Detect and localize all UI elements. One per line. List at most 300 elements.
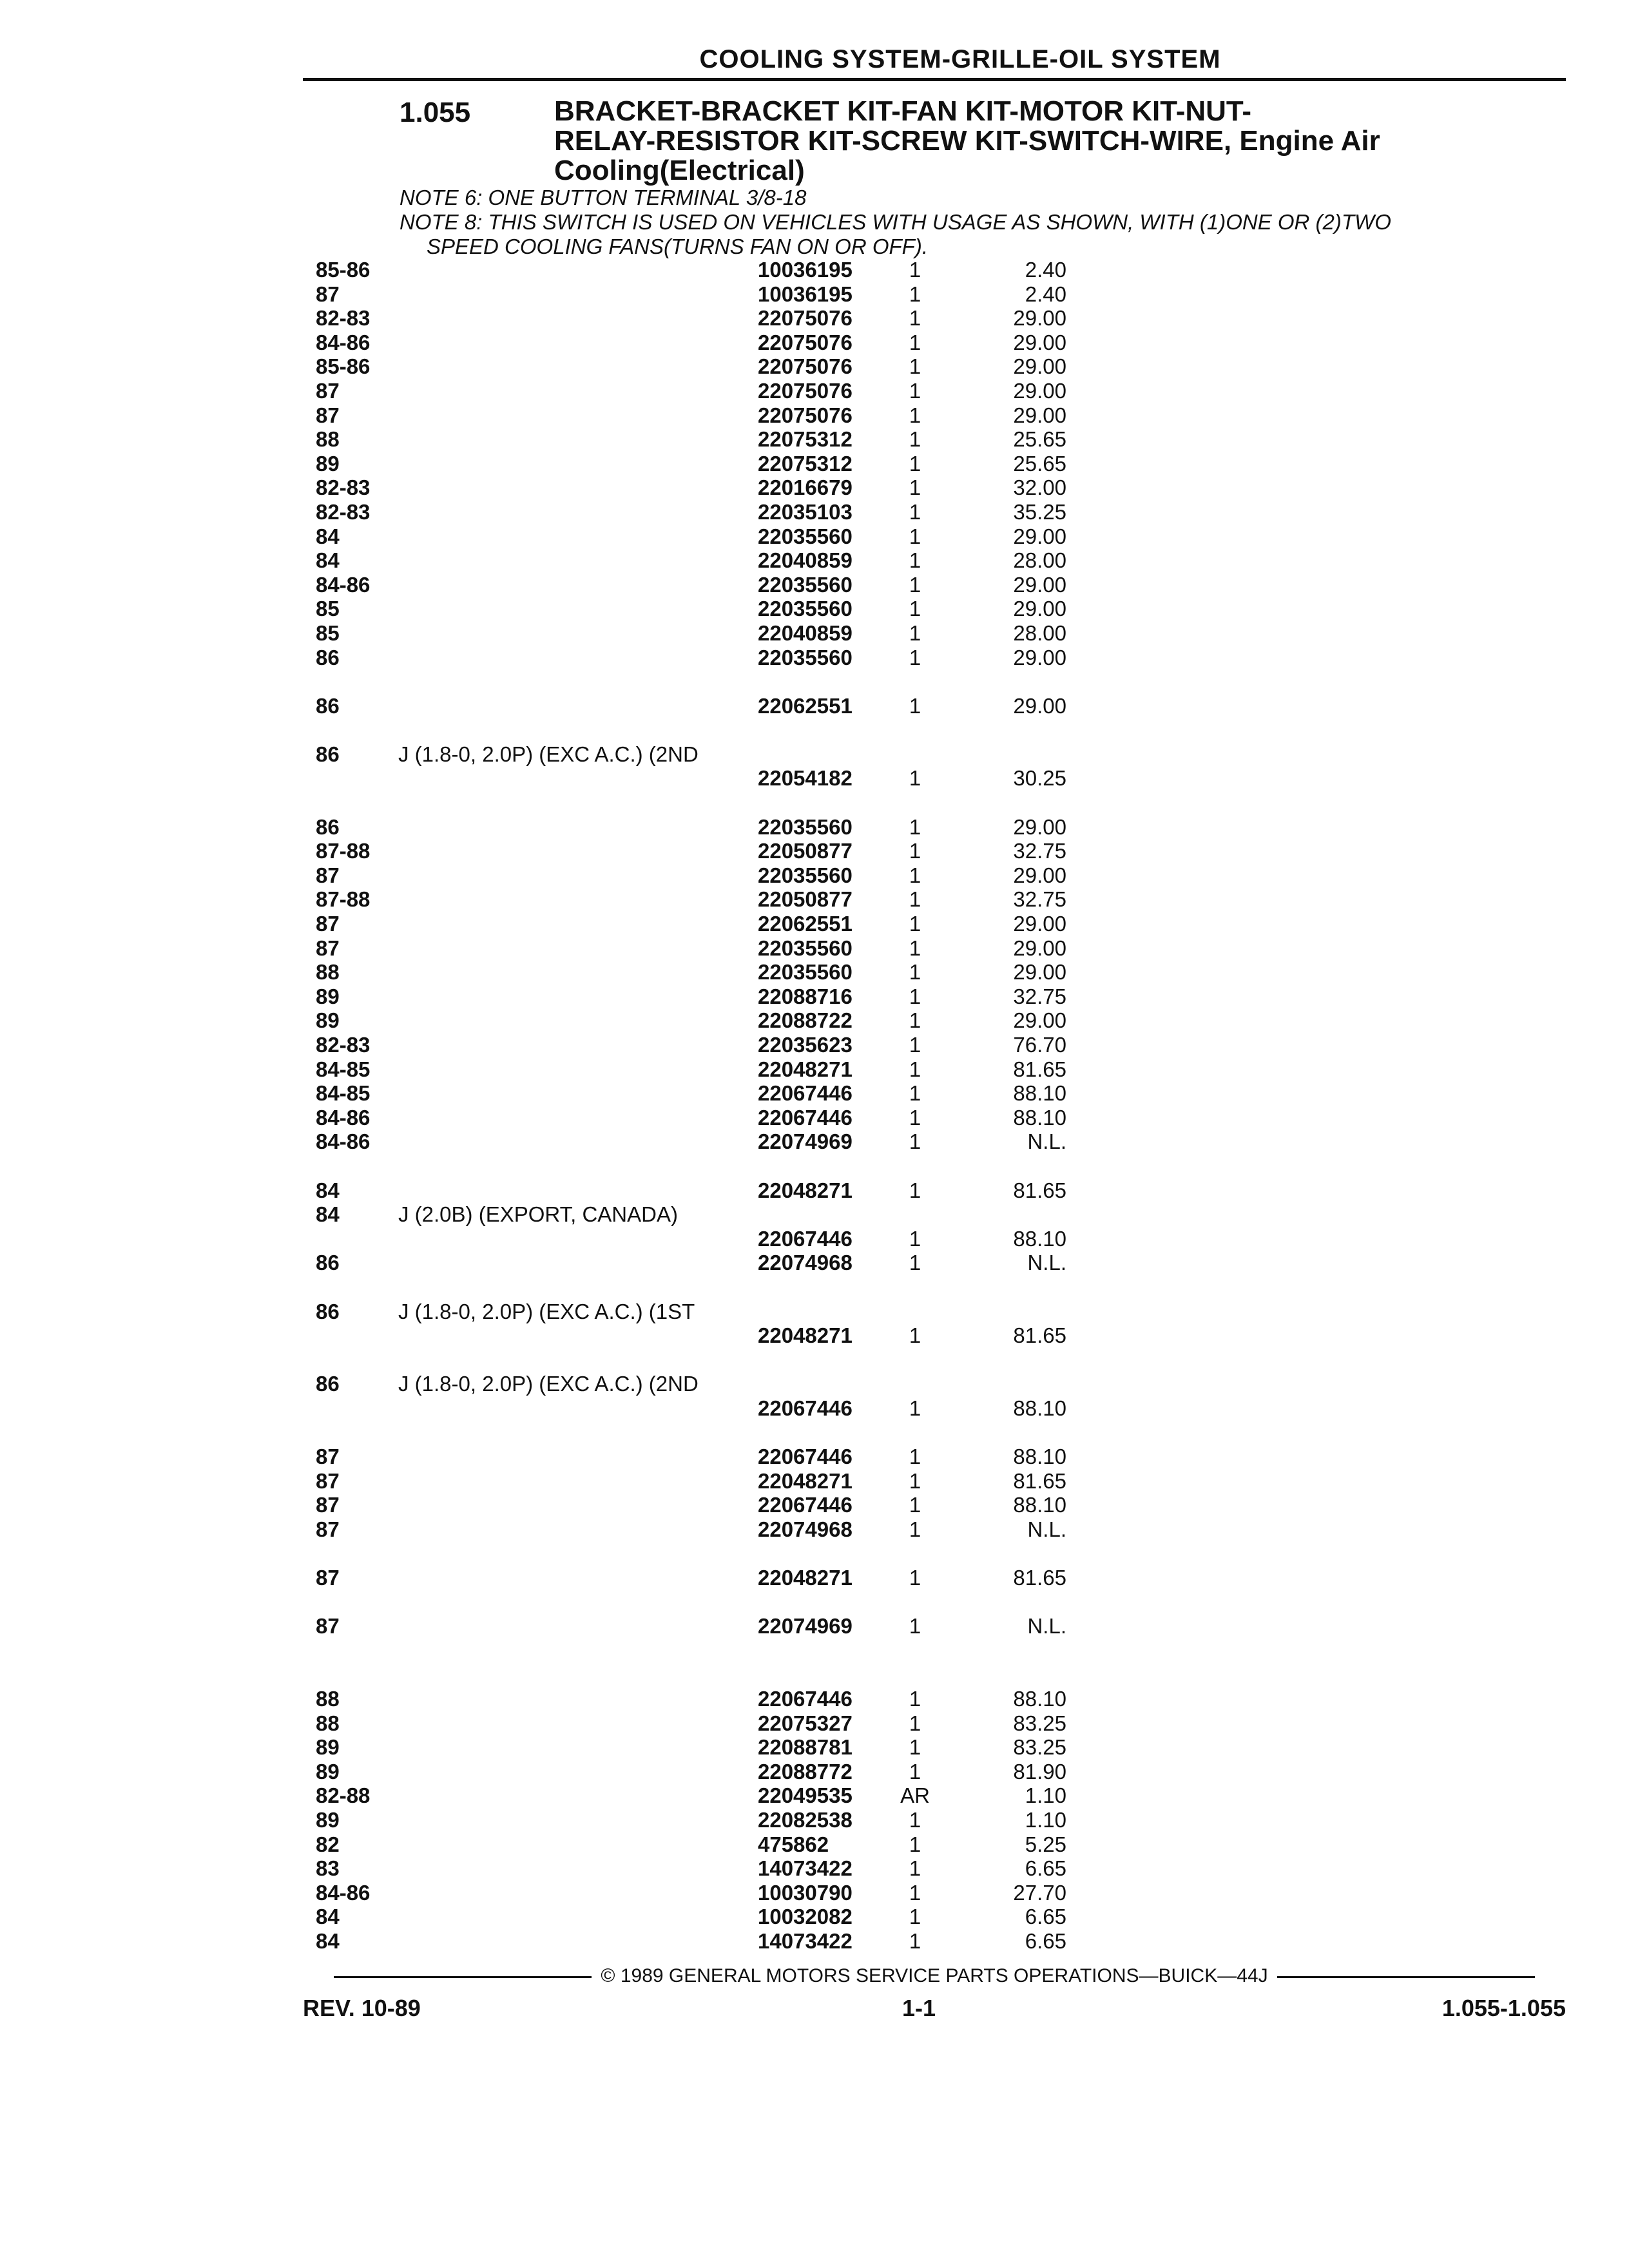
desc-continuation: [316, 1590, 1572, 1615]
price: 29.00: [1013, 354, 1066, 379]
year-range: 82-83: [316, 476, 371, 500]
year-range: 84: [316, 524, 340, 548]
quantity: 1: [909, 1057, 921, 1081]
table-row: [316, 403, 1572, 428]
part-number: 14073422: [758, 1928, 853, 1953]
quantity: 1: [909, 693, 921, 718]
table-row: [316, 331, 1572, 355]
part-number: 22050877: [758, 839, 853, 863]
year-range: 87: [316, 912, 340, 936]
table-row: [316, 960, 1572, 985]
price: 6.65: [1025, 1928, 1066, 1953]
parts-list: [316, 258, 1572, 1954]
note-8-cont: SPEED COOLING FANS(TURNS FAN ON OR OFF).: [427, 235, 928, 258]
part-number: 22075312: [758, 427, 853, 452]
table-row: [316, 1832, 1572, 1857]
quantity: 1: [909, 960, 921, 985]
year-range: 85-86: [316, 258, 371, 282]
year-range: 82: [316, 1832, 340, 1856]
copyright-text: © 1989 GENERAL MOTORS SERVICE PARTS OPERATIONS—BUICK—44J: [601, 1965, 1268, 1986]
quantity: 1: [909, 597, 921, 621]
footer-copyright: [303, 1965, 1566, 1987]
table-row: [316, 548, 1572, 573]
year-range: 86: [316, 814, 340, 839]
part-number: 22067446: [758, 1687, 853, 1711]
table-row: [316, 1178, 1572, 1203]
table-row: [316, 1469, 1572, 1494]
desc-continuation: [316, 1348, 1572, 1372]
year-range: 87-88: [316, 839, 371, 863]
year-range: 87: [316, 1468, 340, 1493]
year-range: 88: [316, 427, 340, 452]
table-row: [316, 1396, 1572, 1421]
year-range: 82-83: [316, 499, 371, 524]
part-number: 22075076: [758, 330, 853, 354]
page-header: [303, 45, 1566, 81]
desc-continuation: [316, 718, 1572, 742]
part-number: 475862: [758, 1832, 829, 1856]
table-row-header: [316, 1300, 1572, 1324]
table-row: [316, 1566, 1572, 1590]
price: 6.65: [1025, 1905, 1066, 1929]
table-row: [316, 1033, 1572, 1057]
year-range: 89: [316, 1759, 340, 1783]
price: 88.10: [1013, 1226, 1066, 1251]
quantity: 1: [909, 1445, 921, 1469]
price: 29.00: [1013, 597, 1066, 621]
price: 1.10: [1025, 1808, 1066, 1832]
year-range: 86: [316, 1251, 340, 1275]
table-row: [316, 379, 1572, 403]
table-row: [316, 1227, 1572, 1251]
price: 2.40: [1025, 282, 1066, 306]
part-number: 10036195: [758, 258, 853, 282]
part-number: 22035560: [758, 524, 853, 548]
year-range: 84-86: [316, 330, 371, 354]
price: 88.10: [1013, 1396, 1066, 1420]
quantity: 1: [909, 1129, 921, 1154]
price: 88.10: [1013, 1105, 1066, 1129]
year-range: 87: [316, 1566, 340, 1590]
quantity: 1: [909, 282, 921, 306]
quantity: 1: [909, 524, 921, 548]
part-number: 10036195: [758, 282, 853, 306]
part-number: 22050877: [758, 887, 853, 912]
desc-continuation: [316, 1154, 1572, 1178]
header-rule: [303, 78, 1566, 81]
part-number: 22088716: [758, 984, 853, 1008]
part-number: 22067446: [758, 1081, 853, 1106]
desc-continuation: [316, 1275, 1572, 1300]
price: 81.65: [1013, 1566, 1066, 1590]
quantity: 1: [909, 499, 921, 524]
application: J (1.8-0, 2.0P) (EXC A.C.) (1ST: [398, 1299, 695, 1323]
part-number: 22035560: [758, 814, 853, 839]
price: 6.65: [1025, 1856, 1066, 1881]
part-number: 22067446: [758, 1105, 853, 1129]
year-range: 84: [316, 1178, 340, 1202]
part-number: 22035560: [758, 645, 853, 669]
table-row: [316, 258, 1572, 282]
price: N.L.: [1027, 1251, 1066, 1275]
quantity: 1: [909, 645, 921, 669]
quantity: 1: [909, 1081, 921, 1106]
part-number: 22040859: [758, 620, 853, 645]
desc-continuation: [316, 1421, 1572, 1445]
table-row-header: [316, 1202, 1572, 1227]
desc-continuation: [316, 669, 1572, 694]
quantity: 1: [909, 548, 921, 573]
year-range: 87: [316, 1517, 340, 1541]
price: 28.00: [1013, 620, 1066, 645]
table-row: [316, 887, 1572, 912]
price: 29.00: [1013, 378, 1066, 403]
part-number: 22082538: [758, 1808, 853, 1832]
table-row: [316, 815, 1572, 840]
part-number: 22048271: [758, 1178, 853, 1202]
part-number: 10032082: [758, 1905, 853, 1929]
price: N.L.: [1027, 1614, 1066, 1639]
year-range: 84-85: [316, 1081, 371, 1106]
quantity: 1: [909, 766, 921, 791]
table-row: [316, 1106, 1572, 1130]
quantity: 1: [909, 451, 921, 476]
price: 29.00: [1013, 645, 1066, 669]
price: 29.00: [1013, 912, 1066, 936]
part-number: 22075076: [758, 354, 853, 379]
desc-continuation: [316, 791, 1572, 815]
part-number: 22074968: [758, 1251, 853, 1275]
table-row: [316, 1057, 1572, 1082]
table-row: [316, 452, 1572, 476]
price: 32.75: [1013, 984, 1066, 1008]
table-row: [316, 1445, 1572, 1469]
price: 83.25: [1013, 1711, 1066, 1735]
desc-continuation: [316, 1541, 1572, 1566]
price: 88.10: [1013, 1445, 1066, 1469]
quantity: 1: [909, 936, 921, 960]
quantity: 1: [909, 887, 921, 912]
part-number: 22054182: [758, 766, 853, 791]
part-number: 22067446: [758, 1493, 853, 1517]
group-title-line: RELAY-RESISTOR KIT-SCREW KIT-SWITCH-WIRE, Engine Air: [554, 125, 1380, 157]
table-row: [316, 1493, 1572, 1517]
year-range: 85: [316, 620, 340, 645]
quantity: 1: [909, 1566, 921, 1590]
quantity: 1: [909, 1711, 921, 1735]
table-row: [316, 1614, 1572, 1639]
quantity: 1: [909, 1856, 921, 1881]
year-range: 89: [316, 1008, 340, 1033]
price: 81.65: [1013, 1468, 1066, 1493]
part-number: 22035623: [758, 1033, 853, 1057]
table-row: [316, 1008, 1572, 1033]
table-row: [316, 1129, 1572, 1154]
table-row: [316, 282, 1572, 307]
price: 28.00: [1013, 548, 1066, 573]
part-number: 22074969: [758, 1129, 853, 1154]
year-range: 87: [316, 282, 340, 306]
year-range: 83: [316, 1856, 340, 1881]
table-row: [316, 524, 1572, 549]
year-range: 82-88: [316, 1783, 371, 1808]
quantity: 1: [909, 1759, 921, 1783]
quantity: 1: [909, 1251, 921, 1275]
part-number: 22035560: [758, 936, 853, 960]
footer-rule-left: [334, 1976, 592, 1978]
desc-continuation: [316, 1639, 1572, 1663]
application: J (1.8-0, 2.0P) (EXC A.C.) (2ND: [398, 742, 699, 766]
note-8: NOTE 8: THIS SWITCH IS USED ON VEHICLES WITH USAGE AS SHOWN, WITH (1)ONE OR (2)TWO: [400, 210, 1391, 234]
price: 29.00: [1013, 330, 1066, 354]
footer-rule-right: [1277, 1976, 1535, 1978]
table-row: [316, 597, 1572, 621]
quantity: 1: [909, 1517, 921, 1541]
year-range: 87: [316, 936, 340, 960]
table-row: [316, 912, 1572, 936]
part-number: 22062551: [758, 693, 853, 718]
year-range: 89: [316, 451, 340, 476]
price: 81.90: [1013, 1759, 1066, 1783]
price: 88.10: [1013, 1081, 1066, 1106]
part-number: 22040859: [758, 548, 853, 573]
table-row: [316, 1905, 1572, 1929]
table-row: [316, 1760, 1572, 1784]
part-number: 22048271: [758, 1468, 853, 1493]
quantity: 1: [909, 1323, 921, 1348]
application: J (1.8-0, 2.0P) (EXC A.C.) (2ND: [398, 1372, 699, 1396]
table-row: [316, 354, 1572, 379]
price: 83.25: [1013, 1735, 1066, 1760]
year-range: 88: [316, 960, 340, 985]
year-range: 89: [316, 1735, 340, 1760]
table-row: [316, 306, 1572, 331]
price: 88.10: [1013, 1687, 1066, 1711]
quantity: 1: [909, 1832, 921, 1856]
price: 29.00: [1013, 1008, 1066, 1033]
price: 88.10: [1013, 1493, 1066, 1517]
quantity: 1: [909, 1468, 921, 1493]
price: 29.00: [1013, 572, 1066, 597]
table-row: [316, 1929, 1572, 1954]
quantity: 1: [909, 814, 921, 839]
part-number: 22075312: [758, 451, 853, 476]
quantity: 1: [909, 572, 921, 597]
quantity: 1: [909, 476, 921, 500]
table-row-header: [316, 1372, 1572, 1396]
quantity: 1: [909, 984, 921, 1008]
year-range: 82-83: [316, 1033, 371, 1057]
year-range: 84-86: [316, 1880, 371, 1905]
part-number: 22088772: [758, 1759, 853, 1783]
part-number: 22035560: [758, 572, 853, 597]
quantity: 1: [909, 258, 921, 282]
part-number: 22035560: [758, 960, 853, 985]
quantity: 1: [909, 1614, 921, 1639]
table-row: [316, 863, 1572, 888]
price: 29.00: [1013, 306, 1066, 331]
part-number: 22088781: [758, 1735, 853, 1760]
part-number: 22067446: [758, 1396, 853, 1420]
quantity: 1: [909, 1905, 921, 1929]
part-number: 22074969: [758, 1614, 853, 1639]
price: 29.00: [1013, 524, 1066, 548]
price: 29.00: [1013, 693, 1066, 718]
price: 25.65: [1013, 451, 1066, 476]
desc-continuation: [316, 1662, 1572, 1687]
price: 81.65: [1013, 1178, 1066, 1202]
quantity: 1: [909, 354, 921, 379]
quantity: 1: [909, 1493, 921, 1517]
part-number: 22035103: [758, 499, 853, 524]
table-row: [316, 500, 1572, 524]
year-range: 87: [316, 1493, 340, 1517]
price: 81.65: [1013, 1323, 1066, 1348]
table-row: [316, 1783, 1572, 1808]
table-row: [316, 936, 1572, 961]
year-range: 87: [316, 1445, 340, 1469]
table-row: [316, 985, 1572, 1009]
part-number: 14073422: [758, 1856, 853, 1881]
price: 27.70: [1013, 1880, 1066, 1905]
notes: [400, 186, 1559, 259]
quantity: 1: [909, 1008, 921, 1033]
table-row: [316, 839, 1572, 863]
table-row: [316, 427, 1572, 452]
price: 81.65: [1013, 1057, 1066, 1081]
section-title: COOLING SYSTEM-GRILLE-OIL SYSTEM: [699, 45, 1221, 73]
quantity: 1: [909, 427, 921, 452]
price: 29.00: [1013, 960, 1066, 985]
year-range: 84-85: [316, 1057, 371, 1081]
table-row: [316, 1856, 1572, 1881]
table-row: [316, 573, 1572, 597]
year-range: 88: [316, 1687, 340, 1711]
part-number: 22074968: [758, 1517, 853, 1541]
part-number: 22075327: [758, 1711, 853, 1735]
part-number: 22035560: [758, 863, 853, 887]
quantity: AR: [900, 1783, 930, 1808]
price: 29.00: [1013, 863, 1066, 887]
quantity: 1: [909, 1687, 921, 1711]
quantity: 1: [909, 1105, 921, 1129]
table-row: [316, 1687, 1572, 1711]
table-row: [316, 1808, 1572, 1832]
year-range: 87: [316, 1614, 340, 1639]
part-number: 22016679: [758, 476, 853, 500]
part-number: 22075076: [758, 378, 853, 403]
year-range: 84-86: [316, 572, 371, 597]
table-row: [316, 1251, 1572, 1275]
table-row: [316, 1081, 1572, 1106]
quantity: 1: [909, 1928, 921, 1953]
year-range: 89: [316, 984, 340, 1008]
table-row: [316, 1323, 1572, 1348]
part-number: 22048271: [758, 1323, 853, 1348]
year-range: 86: [316, 693, 340, 718]
quantity: 1: [909, 1178, 921, 1202]
part-number: 22067446: [758, 1445, 853, 1469]
part-number: 22075076: [758, 403, 853, 427]
year-range: 85: [316, 597, 340, 621]
year-range: 84-86: [316, 1129, 371, 1154]
page-footer: [303, 1995, 1566, 2027]
price: 30.25: [1013, 766, 1066, 791]
price: 76.70: [1013, 1033, 1066, 1057]
price: 29.00: [1013, 814, 1066, 839]
page-number: 1-1: [902, 1995, 936, 2021]
year-range: 89: [316, 1808, 340, 1832]
year-range: 87-88: [316, 887, 371, 912]
table-row: [316, 1517, 1572, 1542]
group-title-line: BRACKET-BRACKET KIT-FAN KIT-MOTOR KIT-NUT-: [554, 95, 1252, 127]
table-row: [316, 1711, 1572, 1736]
table-row: [316, 1881, 1572, 1905]
price: 29.00: [1013, 936, 1066, 960]
quantity: 1: [909, 1808, 921, 1832]
year-range: 84: [316, 1202, 340, 1227]
table-row: [316, 766, 1572, 791]
application: J (2.0B) (EXPORT, CANADA): [398, 1202, 678, 1227]
year-range: 84: [316, 1905, 340, 1929]
table-row: [316, 694, 1572, 718]
page-range: 1.055-1.055: [1441, 1995, 1566, 2021]
quantity: 1: [909, 1880, 921, 1905]
year-range: 82-83: [316, 306, 371, 331]
price: N.L.: [1027, 1517, 1066, 1541]
table-row-header: [316, 742, 1572, 767]
part-number: 22048271: [758, 1057, 853, 1081]
part-number: 22075076: [758, 306, 853, 331]
quantity: 1: [909, 403, 921, 427]
price: 35.25: [1013, 499, 1066, 524]
part-number: 22035560: [758, 597, 853, 621]
year-range: 84-86: [316, 1105, 371, 1129]
note-6: NOTE 6: ONE BUTTON TERMINAL 3/8-18: [400, 186, 807, 209]
year-range: 86: [316, 1372, 340, 1396]
year-range: 87: [316, 378, 340, 403]
year-range: 84: [316, 548, 340, 573]
year-range: 85-86: [316, 354, 371, 379]
part-number: 22088722: [758, 1008, 853, 1033]
part-number: 22049535: [758, 1783, 853, 1808]
year-range: 87: [316, 863, 340, 887]
group-number: 1.055: [400, 97, 471, 128]
quantity: 1: [909, 306, 921, 331]
price: 5.25: [1025, 1832, 1066, 1856]
revision: REV. 10-89: [303, 1995, 421, 2021]
price: 32.00: [1013, 476, 1066, 500]
year-range: 84: [316, 1928, 340, 1953]
quantity: 1: [909, 1396, 921, 1420]
quantity: 1: [909, 912, 921, 936]
part-number: 22062551: [758, 912, 853, 936]
quantity: 1: [909, 620, 921, 645]
year-range: 86: [316, 742, 340, 766]
table-row: [316, 1735, 1572, 1760]
part-number: 22048271: [758, 1566, 853, 1590]
part-number: 10030790: [758, 1880, 853, 1905]
price: 2.40: [1025, 258, 1066, 282]
group-title: [554, 97, 1559, 186]
price: N.L.: [1027, 1129, 1066, 1154]
quantity: 1: [909, 1226, 921, 1251]
part-number: 22067446: [758, 1226, 853, 1251]
price: 1.10: [1025, 1783, 1066, 1808]
year-range: 88: [316, 1711, 340, 1735]
group-title-line: Cooling(Electrical): [554, 155, 805, 186]
quantity: 1: [909, 863, 921, 887]
